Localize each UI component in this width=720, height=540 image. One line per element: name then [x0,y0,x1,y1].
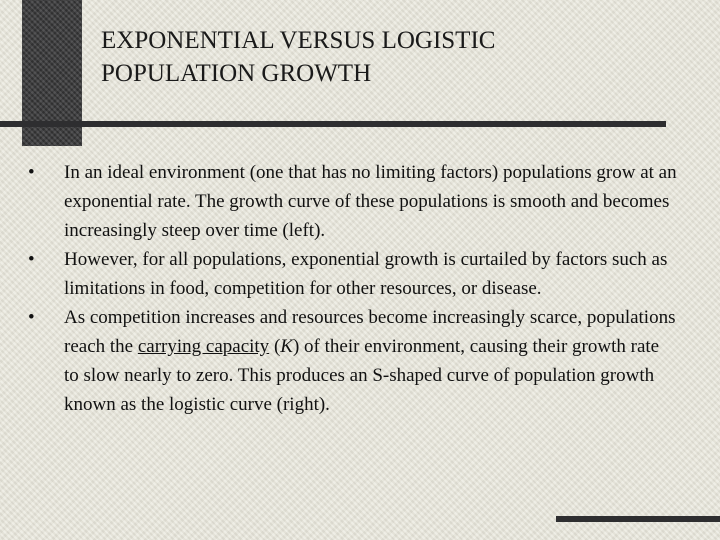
bullet-text: However, for all populations, exponential growth is curtailed by factors such as limitations in food, competition for other resources, or disease. [64,249,668,299]
carrying-capacity-symbol: K [280,336,293,357]
bullet-icon: • [28,249,35,270]
bullet-item-logistic [28,303,678,419]
bullet-icon: • [28,307,35,328]
bullet-text-part: As competition increases and resources become increasingly scarce, populations reach the [64,307,676,357]
bullet-text-part: ) of their environment, causing their growth rate to slow nearly to zero. This produces an S-shaped curve of population growth known as the logistic curve (right). [64,336,660,415]
title-line-1: EXPONENTIAL VERSUS LOGISTIC [101,27,496,54]
carrying-capacity-link[interactable]: carrying capacity [137,336,270,357]
bottom-accent-rule [556,516,720,522]
bullet-icon: • [28,162,35,183]
bullet-item-exponential [28,158,678,245]
bullet-text: In an ideal environment (one that has no limiting factors) populations grow at an exponential rate. The growth curve of these populations is smooth and becomes increasingly steep over time (left). [64,162,677,241]
title-line-2: POPULATION GROWTH [101,60,372,87]
bullet-text-part: ( [269,336,281,357]
slide-title [101,24,661,90]
bullet-list [28,158,678,419]
bullet-item-limiting-factors [28,245,678,303]
title-divider [0,121,666,127]
